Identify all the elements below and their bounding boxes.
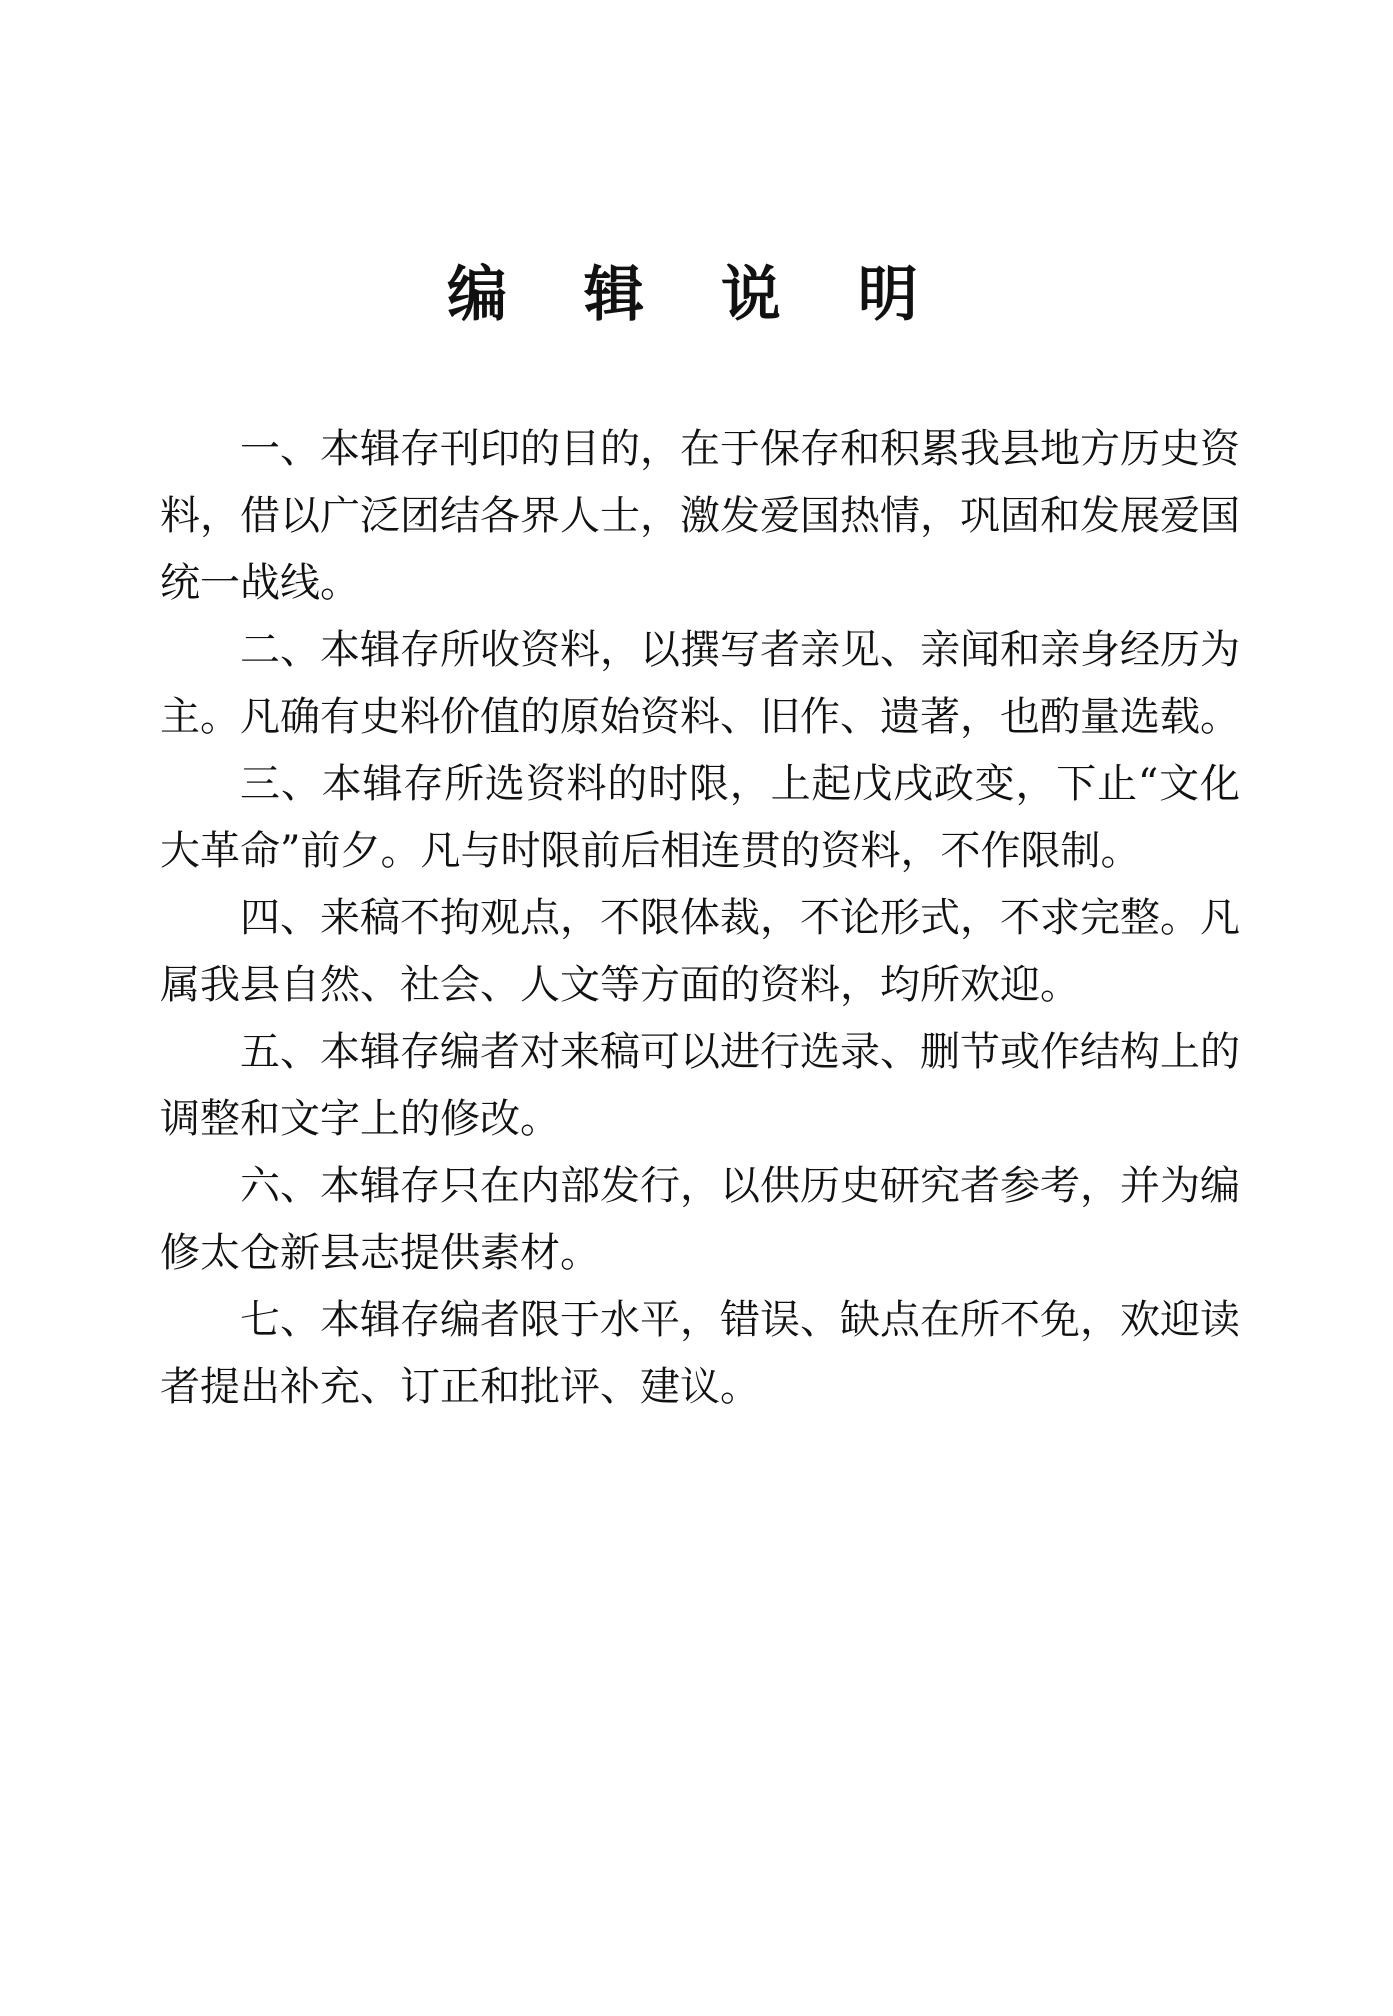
paragraph-4: 四、来稿不拘观点，不限体裁，不论形式，不求完整。凡属我县自然、社会、人文等方面的资料，均所欢迎。 [160,895,1240,1008]
paragraph-7: 七、本辑存编者限于水平，错误、缺点在所不免，欢迎读者提出补充、订正和批评、建议。 [160,1297,1240,1410]
paragraph-6: 六、本辑存只在内部发行，以供历史研究者参考，并为编修太仓新县志提供素材。 [160,1163,1240,1276]
page-title: 编 辑 说 明 [447,260,946,330]
paragraph-3: 三、本辑存所选资料的时限，上起戊戌政变，下止“文化大革命”前夕。凡与时限前后相连贯的资料，不作限制。 [160,761,1240,874]
paragraph-5: 五、本辑存编者对来稿可以进行选录、删节或作结构上的调整和文字上的修改。 [160,1029,1240,1142]
paragraph-2: 二、本辑存所收资料，以撰写者亲见、亲闻和亲身经历为主。凡确有史料价值的原始资料、旧作、遗著，也酌量选载。 [160,627,1240,740]
paragraph-1: 一、本辑存刊印的目的，在于保存和积累我县地方历史资料，借以广泛团结各界人士，激发爱国热情，巩固和发展爱国统一战线。 [160,426,1240,606]
editorial-notes [160,416,1240,1421]
